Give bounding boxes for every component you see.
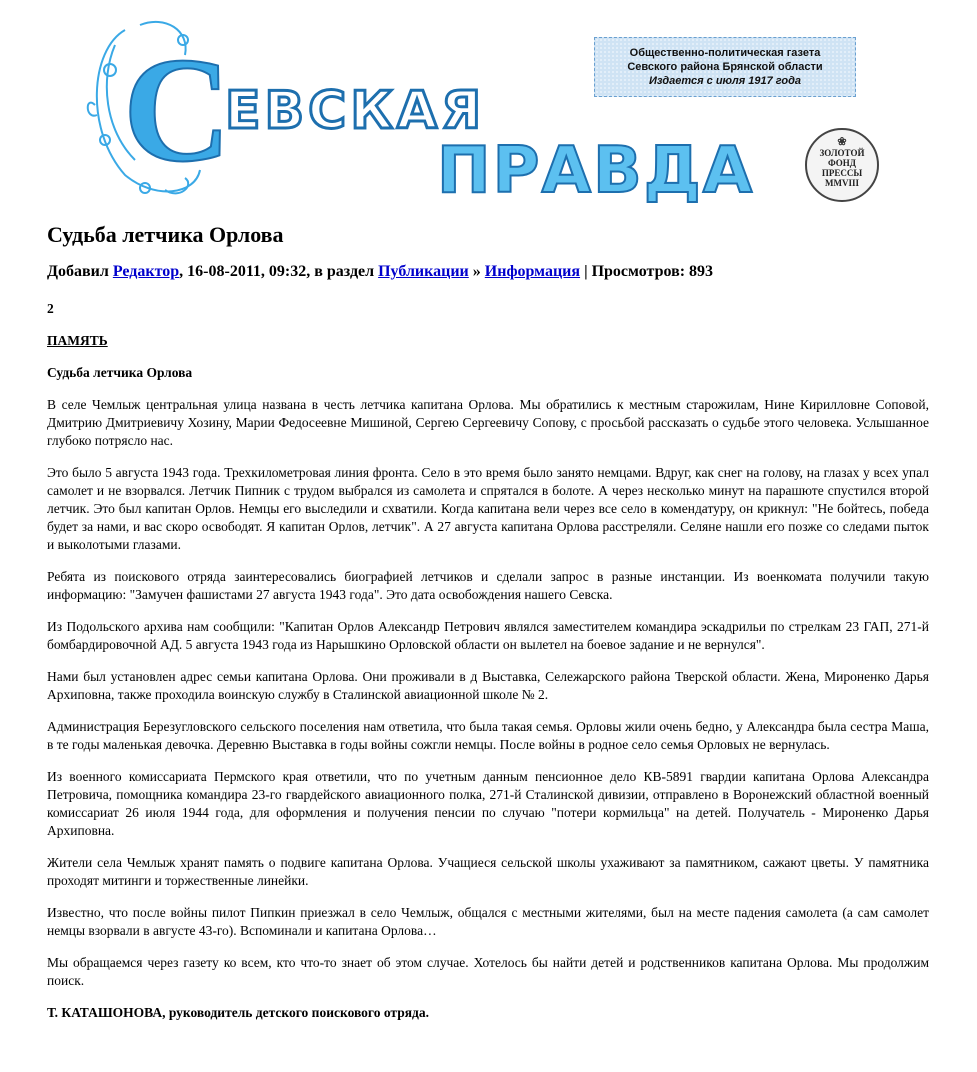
golden-fund-seal xyxy=(805,128,879,202)
article-body xyxy=(47,300,929,1036)
article-subtitle: Судьба летчика Орлова xyxy=(47,365,193,380)
meta-separator: » xyxy=(472,263,481,280)
seal-line-3: ПРЕССЫ xyxy=(821,168,863,178)
paragraph-6: Администрация Березугловского сельского поселения нам ответила, что была такая семья. Орловы жили очень бедно, у Александра была сестра Маша, в те годы маленькая девочка. Деревню Выставка в годы войны сожгли немцы. После войны в родное село семья Орловых не вернулась. xyxy=(47,719,929,752)
issue-number: 2 xyxy=(47,301,54,316)
seal-line-4: MMVIII xyxy=(825,178,859,188)
article-signature: Т. КАТАШОНОВА, руководитель детского поискового отряда. xyxy=(47,1005,429,1020)
paragraph-9: Известно, что после войны пилот Пипкин приезжал в село Чемлыж, общался с местными жителями, был на месте падения самолета (а сам самолет немцы взорвали в августе 43-го). Вспоминали и капитана Орлова… xyxy=(47,905,929,938)
info-line-2: Севского района Брянской области xyxy=(627,61,823,73)
paragraph-10: Мы обращаемся через газету ко всем, кто что-то знает об этом случае. Хотелось бы найти детей и родственников капитана Орлова. Мы продолжим поиск. xyxy=(47,955,929,988)
logo-bottom-word: ПРАВДА xyxy=(437,134,755,205)
meta-date: , 16-08-2011, 09:32, в раздел xyxy=(179,263,375,280)
article-title: Судьба летчика Орлова xyxy=(47,222,284,247)
info-line-3: Издается с июля 1917 года xyxy=(648,75,802,87)
logo-top-word: ЕВСКАЯ xyxy=(225,81,486,141)
paragraph-8: Жители села Чемлыж хранят память о подвиге капитана Орлова. Учащиеся сельской школы ухаживают за памятником, сажают цветы. У памятника проходят митинги и торжественные линейки. xyxy=(47,855,929,888)
article-meta xyxy=(47,263,713,281)
paragraph-4: Из Подольского архива нам сообщили: "Капитан Орлов Александр Петрович являлся заместителем командира эскадрильи по стрелкам 23 ГАП, 271-й бомбардировочной АД. 5 августа 1943 года из Нарышкино Орловской области он вылетел на боевое задание и не вернулся". xyxy=(47,619,929,652)
logo-initial: С xyxy=(123,27,232,193)
info-line-1: Общественно-политическая газета xyxy=(629,47,821,59)
seal-line-1: ЗОЛОТОЙ xyxy=(819,148,865,158)
newspaper-info-box xyxy=(594,37,856,97)
meta-views: | Просмотров: 893 xyxy=(584,263,714,280)
paragraph-5: Нами был установлен адрес семьи капитана Орлова. Они проживали в д Выставка, Сележарского района Тверской области. Жена, Мироненко Дарья Архиповна, также проходила воинскую службу в Сталинской авиационной школе № 2. xyxy=(47,669,929,702)
section-link-information[interactable]: Информация xyxy=(484,263,581,280)
paragraph-1: В селе Чемлыж центральная улица названа в честь летчика капитана Орлова. Мы обратились к местным старожилам, Нине Кирилловне Соповой, Дмитрию Дмитриевичу Хозину, Марии Федосеевне Мишиной, Сергею Сергеевичу Сопову, с просьбой рассказать о судьбе этого человека. Услышанное глубоко потрясло нас. xyxy=(47,397,929,448)
meta-prefix: Добавил xyxy=(47,263,109,280)
seal-line-2: ФОНД xyxy=(827,158,857,168)
rubric: ПАМЯТЬ xyxy=(47,333,108,348)
paragraph-7: Из военного комиссариата Пермского края ответили, что по учетным данным пенсионное дело КВ-5891 гвардии капитана Орлова Александра Петровича, помощника командира 23-го гвардейского авиационного полка, 271-й Сталинской дивизии, отправлено в Воронежский областной военный комиссариат 26 июля 1944 года, для оформления и получения пенсии по случаю "потери кормильца" на детей. Получатель - Мироненко Дарья Архиповна. xyxy=(47,769,929,838)
author-link[interactable]: Редактор xyxy=(112,263,180,280)
paragraph-2: Это было 5 августа 1943 года. Трехкилометровая линия фронта. Село в это время было занято немцами. Вдруг, как снег на голову, на глазах у всех упал самолет и не взорвался. Летчик Пипник с трудом выбрался из самолета и спрятался в болоте. А через несколько минут на парашюте спустился второй летчик. Это был капитан Орлов. Немцы его выследили и схватили. Когда капитана вели через все село в комендатуру, он крикнул: "Не бойтесь, победа будет за нами, и вас скоро освободят. Я капитан Орлов, летчик". А 27 августа капитана Орлова расстреляли. Селяне нашли его позже со следами пыток и выколотыми глазами. xyxy=(47,465,929,552)
section-link-publications[interactable]: Публикации xyxy=(378,263,469,280)
paragraph-3: Ребята из поискового отряда заинтересовались биографией летчиков и сделали запрос в разные инстанции. Из военкомата получили такую информацию: "Замучен фашистами 27 августа 1943 года". Это дата освобождения нашего Севска. xyxy=(47,569,929,602)
lotus-icon: ❀ xyxy=(837,136,847,148)
